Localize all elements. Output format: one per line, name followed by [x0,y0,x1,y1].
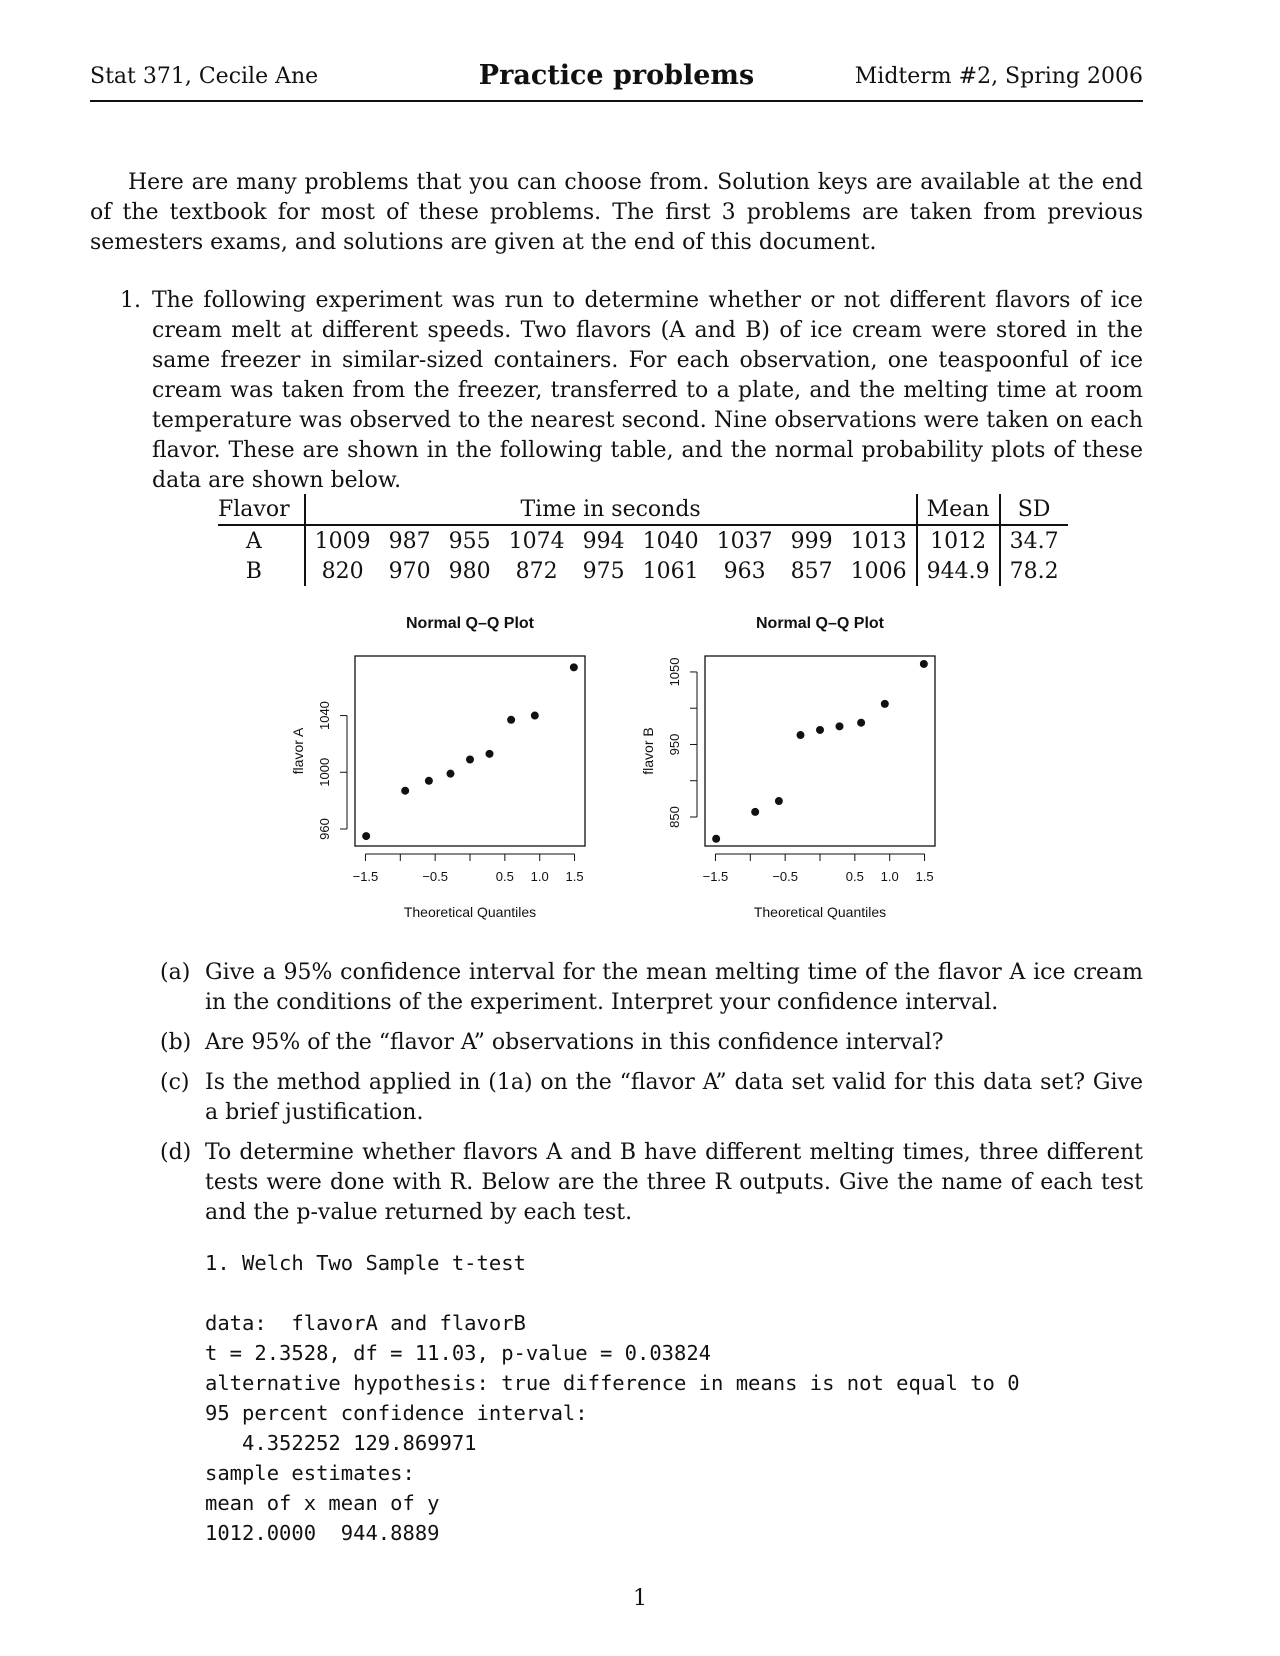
y-axis-label: flavor B [640,727,656,775]
data-point [775,797,783,805]
table-header-row [218,494,1068,525]
x-tick-label: 1.5 [565,869,584,884]
page-header [90,60,1143,102]
x-tick-label: 1.0 [530,869,549,884]
sd-cell: 34.7 [1000,525,1068,556]
course-label: Stat 371, Cecile Ane [90,64,319,89]
y-tick-label: 1000 [317,757,332,787]
data-point [362,832,370,840]
sd-cell: 78.2 [1000,556,1068,586]
time-cell: 1040 [642,528,699,554]
part-label: (b) [160,1030,192,1055]
plot-frame [355,656,585,846]
data-point [507,716,515,724]
x-tick-label: 0.5 [495,869,514,884]
mean-cell: 1012 [917,525,1000,556]
data-point [425,777,433,785]
data-point [401,787,409,795]
y-tick-label: 960 [317,818,332,840]
qq-plot-flavor-a [285,606,595,940]
data-point [920,660,928,668]
data-point [836,722,844,730]
time-cell: 1074 [508,528,565,554]
qq-plot-flavor-b-svg [635,606,945,936]
x-axis-label: Theoretical Quantiles [403,904,537,920]
data-point [881,700,889,708]
header-sd: SD [1000,494,1068,525]
row-flavor: A [245,528,262,554]
part-label: (c) [160,1070,190,1095]
data-point [531,712,539,720]
part-a [160,958,1143,1018]
time-cell: 980 [448,558,491,584]
problem-number: 1. [120,288,141,313]
data-point [796,731,804,739]
x-tick-label: 1.0 [880,869,899,884]
problem-text: The following experiment was run to determine whether or not different flavors of ice cream melt at different speeds. Two flavors (A and B) of ice cream were stored in the same freezer in similar-sized containers. For each observation, one teaspoonful of ice cream was taken from the freezer, transferred to a plate, and the melting time at room temperature was observed to the nearest second. Nine observations were taken on each flavor. These are shown in the following table, and the normal probability plots of these data are shown below. [152,288,1143,493]
data-point [816,726,824,734]
x-tick-label: 0.5 [845,869,864,884]
time-cell: 963 [723,558,766,584]
data-point [751,808,759,816]
mean-cell: 944.9 [917,556,1000,586]
time-cell: 820 [305,556,380,586]
y-tick-label: 850 [667,806,682,828]
part-b [160,1028,1143,1058]
part-text: Is the method applied in (1a) on the “flavor A” data set valid for this data set? Give a brief justification. [205,1070,1143,1125]
r-output: 1. Welch Two Sample t-test data: flavorA and flavorB t = 2.3528, df = 11.03, p-value = 0.03824 alternative hypothesis: true difference in means is not equal to 0 95 percent confidence interval: 4.352252 129.869971 sample estimates: mean of x mean of y 1012.0000 944.8889 [205,1251,1020,1545]
data-point [486,750,494,758]
sub-questions [160,958,1143,1238]
qq-plot-flavor-a-svg [285,606,595,936]
y-tick-label: 1050 [667,657,682,687]
time-cell: 1061 [642,558,699,584]
plot-frame [705,656,935,846]
x-tick-label: −0.5 [772,869,798,884]
table-row [218,525,1068,556]
x-axis-label: Theoretical Quantiles [753,904,887,920]
header-mean: Mean [917,494,1000,525]
data-point [712,835,720,843]
part-d [160,1138,1143,1228]
time-cell: 999 [790,528,833,554]
part-text: Give a 95% confidence interval for the mean melting time of the flavor A ice cream in the conditions of the experiment. Interpret your confidence interval. [205,960,1143,1015]
part-label: (d) [160,1140,192,1165]
plot-title: Normal Q–Q Plot [405,615,535,632]
header-flavor: Flavor [218,494,305,525]
melting-time-table [218,494,1068,586]
time-cell: 987 [388,528,431,554]
data-point [466,756,474,764]
data-point [446,770,454,778]
y-tick-label: 950 [667,733,682,756]
part-text: Are 95% of the “flavor A” observations in this confidence interval? [205,1030,944,1055]
plot-title: Normal Q–Q Plot [755,615,885,632]
part-c [160,1068,1143,1128]
page-title: Practice problems [478,60,755,91]
time-cell: 970 [388,558,431,584]
time-cell: 1037 [716,528,773,554]
table-row [218,556,1068,586]
part-text: To determine whether flavors A and B have different melting times, three different tests were done with R. Below are the three R outputs. Give the name of each test and the p-value returned by each test. [205,1140,1143,1225]
time-cell: 955 [448,528,491,554]
data-point [570,663,578,671]
intro-paragraph: Here are many problems that you can choose from. Solution keys are available at the end of the textbook for most of these problems. The first 3 problems are taken from previous semesters exams, and solutions are given at the end of this document. [90,170,1143,255]
row-flavor: B [245,558,262,584]
time-cell: 994 [582,528,625,554]
x-tick-label: −1.5 [702,869,729,884]
y-tick-label: 1040 [317,701,332,731]
header-time: Time in seconds [305,494,917,525]
time-cell: 872 [515,558,558,584]
x-tick-label: −0.5 [422,869,448,884]
y-axis-label: flavor A [290,727,306,775]
time-cell: 1006 [850,558,907,584]
page-number: 1 [633,1586,647,1611]
time-cell: 975 [582,558,625,584]
x-tick-label: 1.5 [915,869,934,884]
x-tick-label: −1.5 [352,869,379,884]
problem-1 [120,286,1143,496]
part-label: (a) [160,960,191,985]
qq-plot-flavor-b [635,606,945,940]
exam-label: Midterm #2, Spring 2006 [854,64,1143,89]
time-cell: 857 [790,558,833,584]
time-cell: 1009 [305,525,380,556]
time-cell: 1013 [850,528,907,554]
data-point [857,719,865,727]
